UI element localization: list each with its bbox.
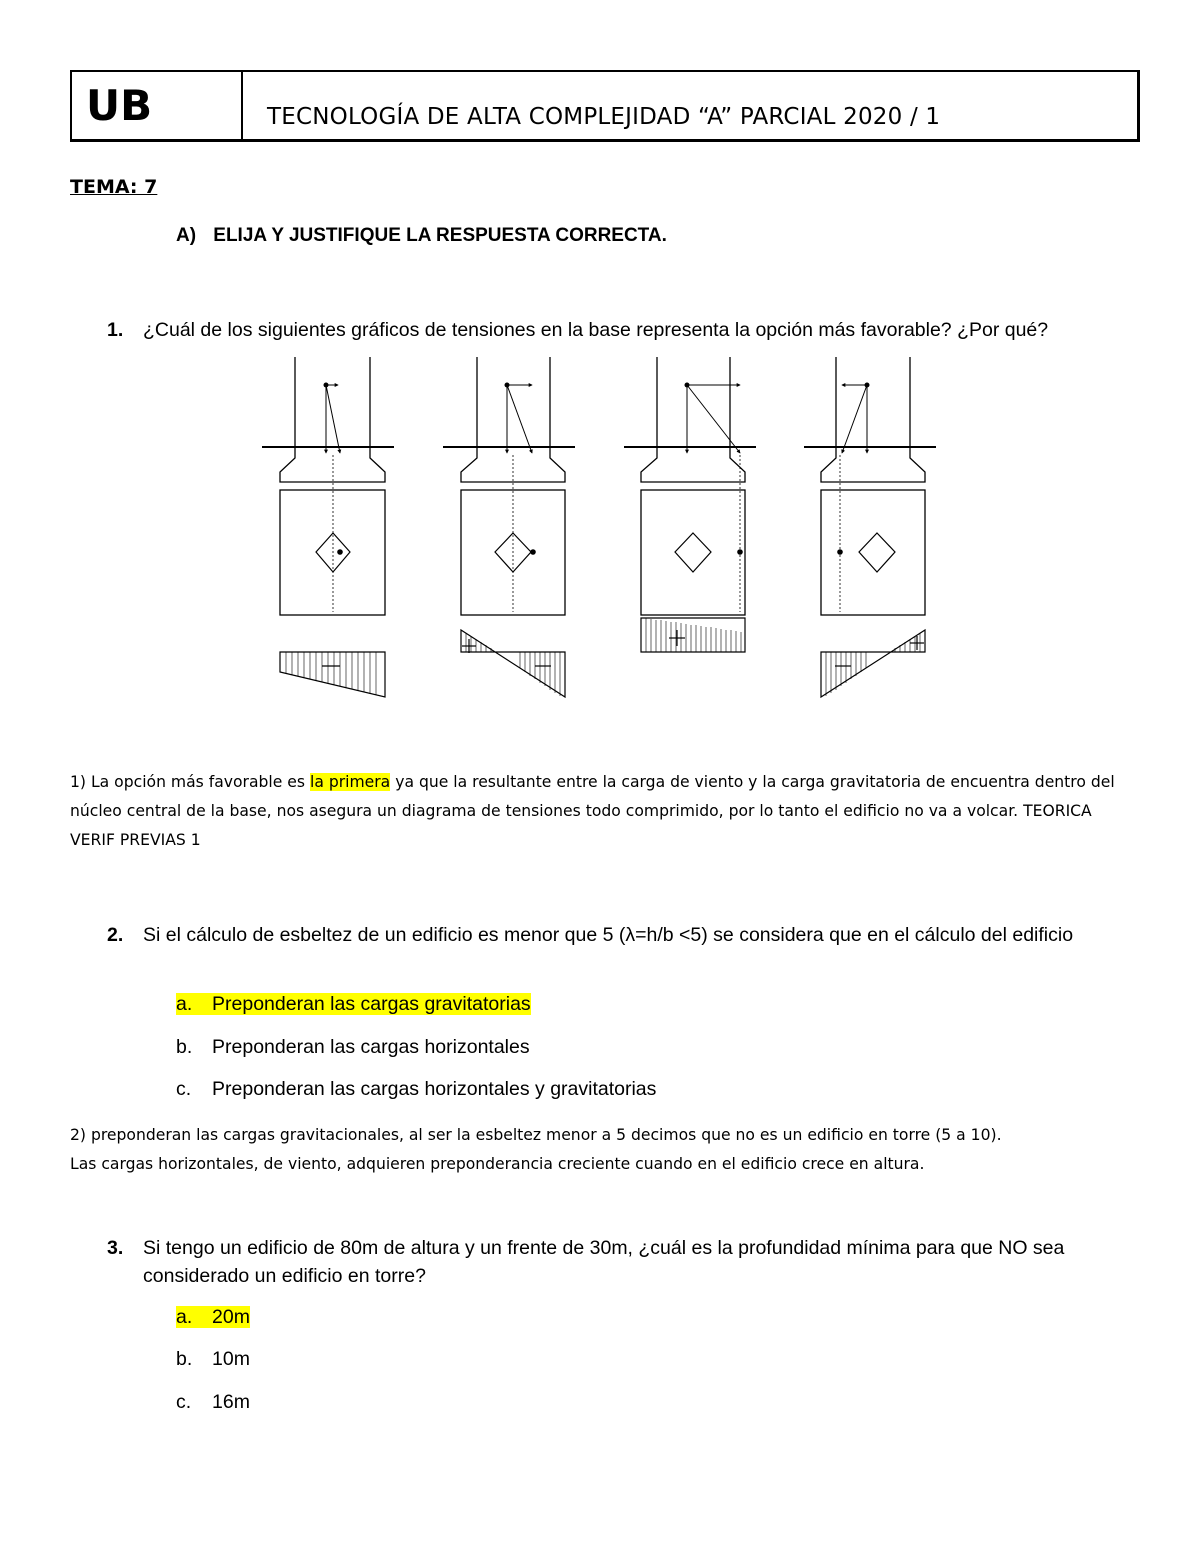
tema-label: TEMA: 7	[70, 176, 158, 198]
option-text: Preponderan las cargas gravitatorias	[212, 993, 531, 1015]
option-text: 16m	[212, 1391, 250, 1413]
option-letter: b.	[176, 1036, 193, 1058]
section-a-label: A)	[176, 225, 197, 246]
question-3-option-c	[176, 1388, 250, 1416]
answer-1	[70, 768, 1140, 855]
question-3-text: Si tengo un edificio de 80m de altura y un frente de 30m, ¿cuál es la profundidad mínima para que NO sea considerado un edificio en torre?	[143, 1237, 1065, 1287]
question-2-option-a	[176, 990, 531, 1018]
question-1-text: ¿Cuál de los siguientes gráficos de tensiones en la base representa la opción más favorable? ¿Por qué?	[143, 319, 1049, 341]
option-text: 10m	[212, 1348, 250, 1370]
option-letter: c.	[176, 1391, 192, 1413]
diagram-2	[443, 357, 575, 697]
answer-1-number: 1)	[70, 773, 87, 791]
option-letter: c.	[176, 1078, 192, 1100]
option-text: 20m	[212, 1306, 250, 1328]
option-text: Preponderan las cargas horizontales y gravitatorias	[212, 1078, 657, 1100]
stress-diagrams-figure	[0, 0, 1200, 760]
question-2-option-c	[176, 1075, 656, 1103]
answer-2	[70, 1121, 1140, 1179]
answer-1-pre: La opción más favorable es	[90, 773, 306, 791]
header-logo: UB	[72, 72, 243, 139]
answer-1-post: ya que la resultante entre la carga de viento y la carga gravitatoria de encuentra dentro del núcleo central de la base, nos asegura un diagrama de tensiones todo comprimido, por lo tanto el edificio no va a volcar. TEORICA VERIF PREVIAS 1	[70, 773, 1115, 849]
answer-1-highlight: la primera	[310, 773, 391, 791]
question-3-option-b	[176, 1345, 250, 1373]
option-letter: a.	[176, 1306, 193, 1328]
question-2	[107, 921, 1132, 949]
question-3	[107, 1234, 1132, 1290]
option-letter: a.	[176, 993, 193, 1015]
diagram-1	[262, 357, 394, 697]
option-letter: b.	[176, 1348, 193, 1370]
question-2-option-b	[176, 1033, 530, 1061]
diagram-3	[624, 357, 756, 652]
question-2-number: 2.	[107, 924, 124, 946]
header-title: TECNOLOGÍA DE ALTA COMPLEJIDAD “A” PARCIAL 2020 / 1	[267, 103, 941, 130]
question-1-number: 1.	[107, 319, 124, 341]
option-text: Preponderan las cargas horizontales	[212, 1036, 530, 1058]
question-2-text: Si el cálculo de esbeltez de un edificio es menor que 5 (λ=h/b <5) se considera que en el cálculo del edificio	[143, 924, 1074, 946]
section-a-text: ELIJA Y JUSTIFIQUE LA RESPUESTA CORRECTA.	[213, 225, 667, 246]
answer-2-line-2: Las cargas horizontales, de viento, adquieren preponderancia creciente cuando en el edificio crece en altura.	[70, 1155, 925, 1173]
answer-2-line-1: 2) preponderan las cargas gravitacionales, al ser la esbeltez menor a 5 decimos que no es un edificio en torre (5 a 10).	[70, 1126, 1002, 1144]
question-3-option-a	[176, 1303, 250, 1331]
question-3-number: 3.	[107, 1237, 124, 1259]
diagram-4	[804, 357, 936, 697]
